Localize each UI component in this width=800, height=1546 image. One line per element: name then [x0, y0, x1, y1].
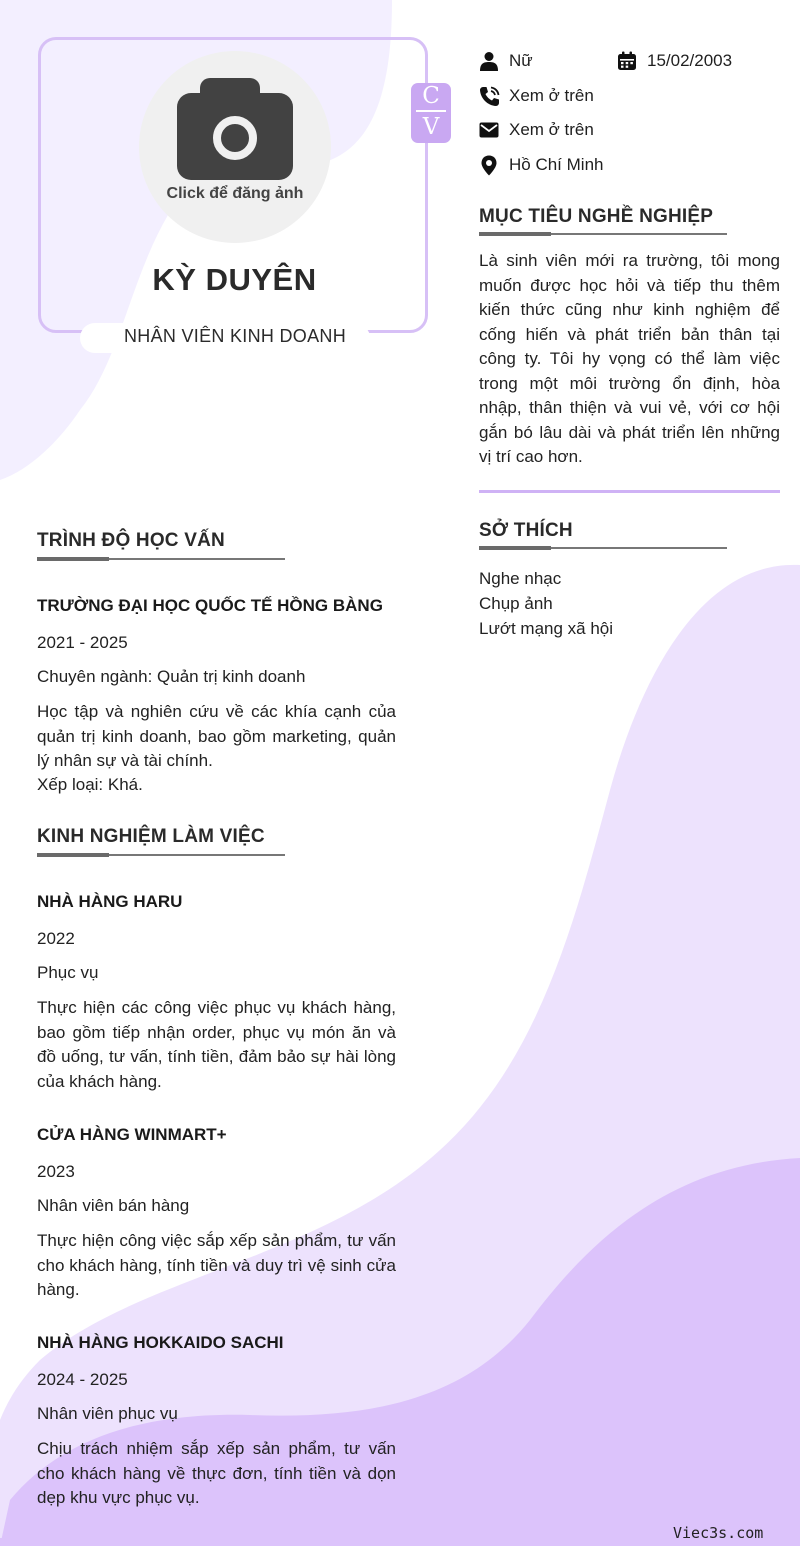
- calendar-icon: [617, 51, 637, 71]
- job-period: 2024 - 2025: [37, 1370, 128, 1389]
- hobby-item: Nghe nhạc: [479, 569, 562, 588]
- job-description: Chịu trách nhiệm sắp xếp sản phẩm, tư vấn cho khách hàng về thực đơn, tính tiền và dọn dẹp khu vực phục vụ.: [37, 1439, 396, 1507]
- objective-text: Là sinh viên mới ra trường, tôi mong muốn được học hỏi và tiếp thu thêm kiến thức cũng như kinh nghiệm để cống hiến và phát triển bản thân tại công ty. Tôi hy vọng có thể làm việc trong một môi trường ổn định, hòa nhập, thân thiện và vui vẻ, với cơ hội gắn bó lâu dài và phát triển lên những vị trí cao hơn.: [479, 251, 780, 466]
- job-period: 2023: [37, 1162, 75, 1181]
- experience-rule-accent: [37, 853, 109, 857]
- objective-heading: MỤC TIÊU NGHỀ NGHIỆP: [479, 206, 714, 227]
- education-grade: Xếp loại: Khá.: [37, 775, 143, 794]
- contact-address: [479, 153, 639, 177]
- candidate-name: KỲ DUYÊN: [152, 262, 317, 297]
- cv-badge: [411, 83, 451, 143]
- contact-gender: [479, 49, 609, 73]
- job-description: Thực hiện các công việc phục vụ khách hàng, bao gồm tiếp nhận order, phục vụ món ăn và đồ uống, tư vấn, tính tiền, đảm bảo sự hài lòng của khách hàng.: [37, 998, 396, 1091]
- phone-value: Xem ở trên: [509, 86, 594, 105]
- education-rule-accent: [37, 557, 109, 561]
- cv-badge-bottom: V: [422, 114, 440, 140]
- hobbies-rule-accent: [479, 546, 551, 550]
- objective-rule-accent: [479, 232, 551, 236]
- job-role: Phục vụ: [37, 963, 99, 982]
- user-icon: [479, 51, 499, 71]
- cv-badge-divider: [416, 110, 446, 112]
- experience-heading: KINH NGHIỆM LÀM VIỆC: [37, 826, 265, 847]
- camera-lens-icon: [213, 116, 257, 160]
- hobby-item: Chụp ảnh: [479, 594, 553, 613]
- phone-icon: [479, 86, 500, 107]
- hobby-item: Lướt mạng xã hội: [479, 619, 614, 638]
- objective-divider: [479, 490, 780, 493]
- job-company: NHÀ HÀNG HARU: [37, 892, 183, 911]
- job-company: NHÀ HÀNG HOKKAIDO SACHI: [37, 1333, 284, 1352]
- footer-brand: Viec3s.com: [673, 1524, 764, 1542]
- address-value: Hồ Chí Minh: [509, 155, 604, 174]
- job-period: 2022: [37, 929, 75, 948]
- job-description: Thực hiện công việc sắp xếp sản phẩm, tư vấn cho khách hàng, tính tiền và duy trì vệ sinh cửa hàng.: [37, 1231, 396, 1299]
- location-pin-icon: [479, 155, 499, 176]
- education-period: 2021 - 2025: [37, 633, 128, 652]
- job-company: CỬA HÀNG WINMART+: [37, 1125, 227, 1144]
- education-major: Chuyên ngành: Quản trị kinh doanh: [37, 667, 306, 686]
- job-title: NHÂN VIÊN KINH DOANH: [123, 326, 347, 346]
- contact-birthday: [617, 49, 787, 73]
- upload-hint: Click để đăng ảnh: [166, 185, 304, 202]
- gender-value: Nữ: [509, 51, 533, 70]
- mail-icon: [479, 120, 499, 140]
- birthday-value: 15/02/2003: [647, 51, 733, 70]
- contact-email: [479, 118, 639, 142]
- education-description: Học tập và nghiên cứu về các khía cạnh của quản trị kinh doanh, bao gồm marketing, quản lý nhân sự và tài chính.: [37, 702, 396, 770]
- job-role: Nhân viên bán hàng: [37, 1196, 190, 1215]
- email-value: Xem ở trên: [509, 120, 594, 139]
- education-heading: TRÌNH ĐỘ HỌC VẤN: [37, 530, 225, 551]
- cv-badge-top: C: [422, 83, 440, 109]
- avatar-upload[interactable]: [139, 51, 331, 243]
- hobbies-heading: SỞ THÍCH: [479, 520, 573, 541]
- education-school: TRƯỜNG ĐẠI HỌC QUỐC TẾ HỒNG BÀNG: [37, 596, 383, 615]
- job-role: Nhân viên phục vụ: [37, 1404, 178, 1423]
- contact-phone: [479, 84, 639, 108]
